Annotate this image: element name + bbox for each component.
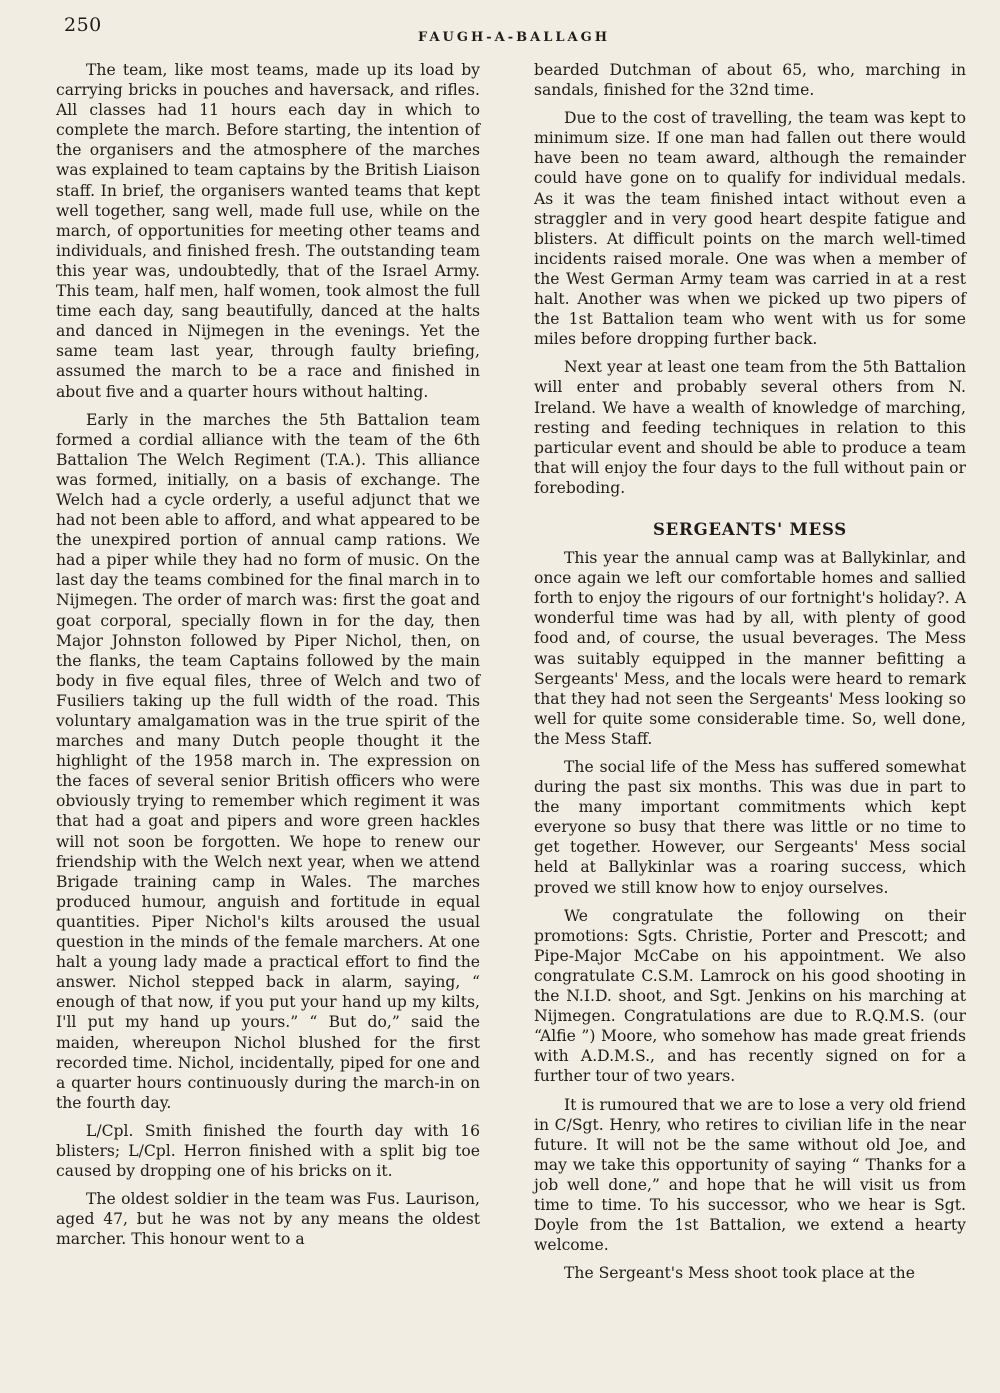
running-head: FAUGH-A-BALLAGH bbox=[418, 30, 610, 45]
paragraph: L/Cpl. Smith finished the fourth day with 16 blisters; L/Cpl. Herron finished with a split big toe caused by dropping one of his bricks on it. bbox=[56, 1121, 480, 1181]
section-heading: SERGEANTS' MESS bbox=[652, 519, 848, 539]
paragraph-continuation: bearded Dutchman of about 65, who, marching in sandals, finished for the 32nd time. bbox=[534, 61, 966, 100]
paragraph: It is rumoured that we are to lose a very old friend in C/Sgt. Henry, who retires to civilian life in the near future. It will not be the same without old Joe, and may we take this opportunity of saying “ Thanks for a job well done,” and hope that he will visit us from time to time. To his successor, who we hear is Sgt. Doyle from the 1st Battalion, we extend a hearty welcome. bbox=[534, 1095, 966, 1255]
paragraph: Due to the cost of travelling, the team was kept to minimum size. If one man had fallen out there would have been no team award, although the remainder could have gone on to qualify for individual medals. As it was the team finished intact without even a straggler and in very good heart despite fatigue and blisters. At difficult points on the march well-timed incidents raised morale. One was when a member of the West German Army team was carried in at a rest halt. Another was when we picked up two pipers of the 1st Battalion team who went with us for some miles before dropping further back. bbox=[534, 109, 966, 349]
right-column bbox=[534, 60, 966, 1291]
paragraph: The Sergeant's Mess shoot took place at the bbox=[564, 1264, 915, 1283]
paragraph: We congratulate the following on their promotions: Sgts. Christie, Porter and Prescott; and Pipe-Major McCabe on his appointment. We also congratulate C.S.M. Lamrock on his good shooting in the N.I.D. shoot, and Sgt. Jenkins on his marching at Nijmegen. Congratulations are due to R.Q.M.S. (our “Alfie ”) Moore, who somehow has made great friends with A.D.M.S., and has recently signed on for a further tour of two years. bbox=[534, 906, 966, 1086]
page-number: 250 bbox=[64, 14, 102, 36]
paragraph: The social life of the Mess has suffered somewhat during the past six months. This was due in part to the many important commitments which kept everyone so busy that there was little or no time to get together. However, our Sergeants' Mess social held at Ballykinlar was a roaring success, which proved we still know how to enjoy ourselves. bbox=[534, 758, 966, 897]
paragraph: This year the annual camp was at Ballykinlar, and once again we left our comfortable homes and sallied forth to enjoy the rigours of our fortnight's holiday?. A wonderful time was had by all, with plenty of good food and, of course, the usual beverages. The Mess was suitably equipped in the manner befitting a Sergeants' Mess, and the locals were heard to remark that they had not seen the Sergeants' Mess looking so well for quite some considerable time. So, well done, the Mess Staff. bbox=[534, 549, 966, 748]
paragraph: The team, like most teams, made up its load by carrying bricks in pouches and haversack, and rifles. All classes had 11 hours each day in which to complete the march. Before starting, the intention of the organisers and the atmosphere of the marches was explained to team captains by the British Liaison staff. In brief, the organisers wanted teams that kept well together, sang well, made full use, while on the march, of opportunities for meeting other teams and individuals, and finished fresh. The outstanding team this year was, undoubtedly, that of the Israel Army. This team, half men, half women, took almost the full time each day, sang beautifully, danced at the halts and danced in Nijmegen in the evenings. Yet the same team last year, through faulty briefing, assumed the march to be a race and finished in about five and a quarter hours without halting. bbox=[56, 61, 480, 401]
paragraph: The oldest soldier in the team was Fus. Laurison, aged 47, but he was not by any means the oldest marcher. This honour went to a bbox=[56, 1190, 480, 1249]
paragraph: Next year at least one team from the 5th Battalion will enter and probably several others from N. Ireland. We have a wealth of knowledge of marching, resting and feeding techniques in relation to this particular event and should be able to produce a team that will enjoy the four days to the full without pain or foreboding. bbox=[534, 358, 966, 497]
paragraph: Early in the marches the 5th Battalion team formed a cordial alliance with the team of the 6th Battalion The Welch Regiment (T.A.). This alliance was formed, initially, on a basis of exchange. The Welch had a cycle orderly, a useful adjunct that we had not been able to afford, and what appeared to be the unexpired portion of annual camp rations. We had a piper while they had no form of music. On the last day the teams combined for the final march in to Nijmegen. The order of march was: first the goat and goat corporal, specially flown in for the day, then Major Johnston followed by Piper Nichol, then, on the flanks, the team Captains followed by the main body in five equal files, three of Welch and two of Fusiliers taking up the full width of the road. This voluntary amalgamation was in the true spirit of the marches and many Dutch people thought it the highlight of the 1958 march in. The expression on the faces of several senior British officers who were obviously trying to remember which regiment it was that had a goat and pipers and wore green hackles will not soon be forgotten. We hope to renew our friendship with the Welch next year, when we attend Brigade training camp in Wales. The marches produced humour, anguish and fortitude in equal quantities. Piper Nichol's kilts aroused the usual question in the minds of the female marchers. At one halt a young lady made a practical effort to find the answer. Nichol stepped back in alarm, saying, “ enough of that now, if you put your hand up my kilts, I'll put my hand up yours.” “ But do,” said the maiden, whereupon Nichol blushed for the first recorded time. Nichol, incidentally, piped for one and a quarter hours continuously during the march-in on the fourth day. bbox=[56, 410, 480, 1112]
left-column bbox=[56, 60, 480, 1257]
